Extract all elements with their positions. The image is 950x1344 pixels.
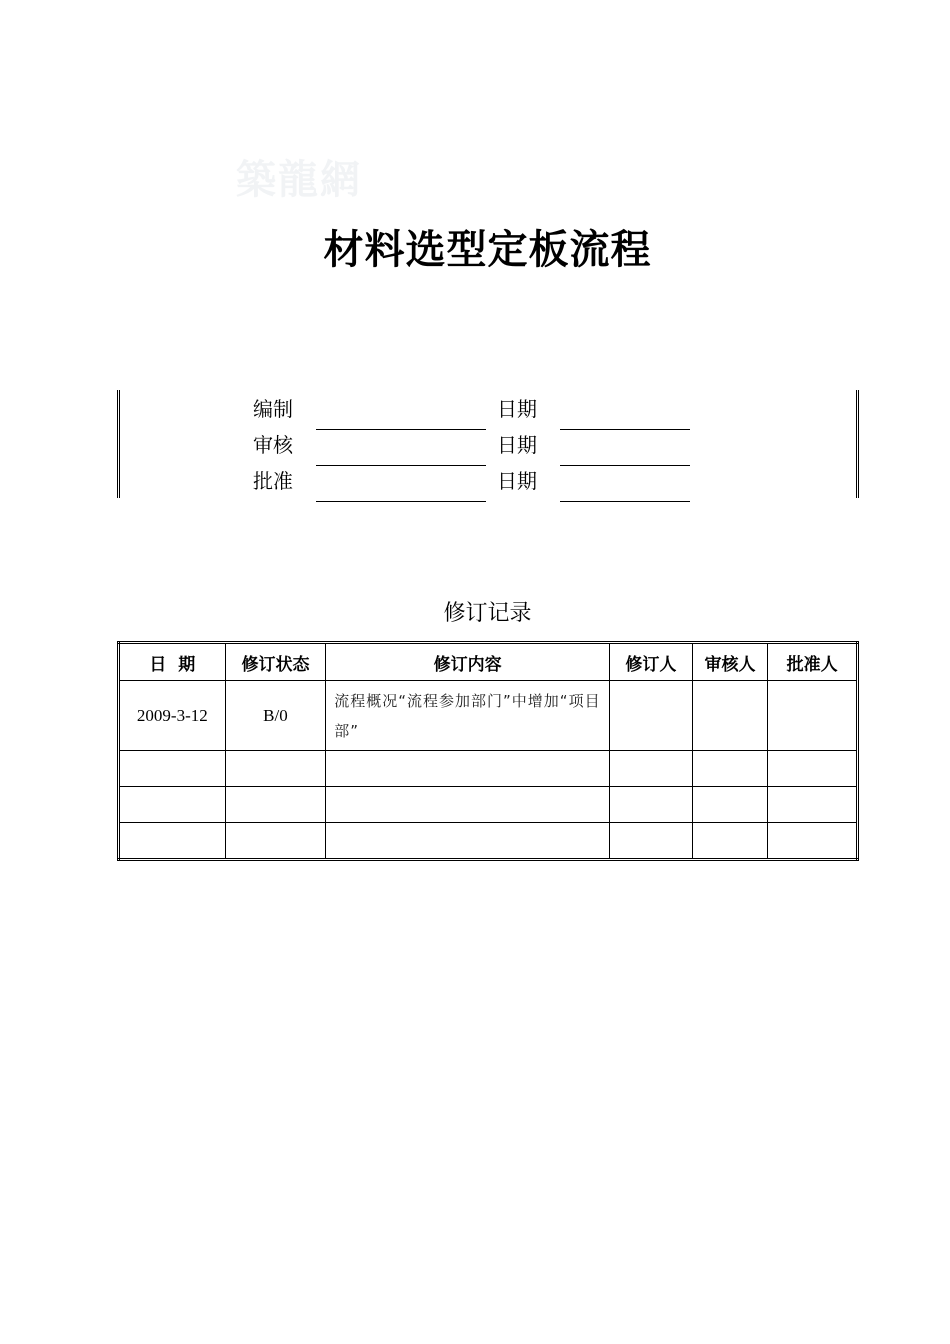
signoff-row-approved <box>120 466 856 496</box>
cell-status <box>225 787 326 823</box>
signoff-row-reviewed <box>120 430 856 460</box>
cell-reviewer <box>692 681 768 751</box>
revision-record-title: 修订记录 <box>443 601 532 626</box>
table-row <box>119 823 858 860</box>
signoff-label: 编制 <box>253 397 293 421</box>
table-row <box>119 751 858 787</box>
cell-date: 2009-3-12 <box>119 681 226 751</box>
signoff-box <box>117 390 859 498</box>
header-status: 修订状态 <box>225 643 326 681</box>
cell-reviewer <box>692 787 768 823</box>
header-reviewer: 审核人 <box>692 643 768 681</box>
cell-reviser <box>610 787 693 823</box>
revision-table-header <box>119 643 858 681</box>
signoff-row-prepared <box>120 394 856 424</box>
cell-reviser <box>610 751 693 787</box>
signoff-label: 批准 <box>253 469 293 493</box>
header-content: 修订内容 <box>326 643 610 681</box>
cell-reviewer <box>692 823 768 860</box>
revision-table <box>117 641 859 861</box>
table-row <box>119 681 858 751</box>
watermark: 築龍網 <box>236 156 362 203</box>
cell-date <box>119 823 226 860</box>
cell-reviewer <box>692 751 768 787</box>
cell-date <box>119 787 226 823</box>
table-row <box>119 787 858 823</box>
cell-content <box>326 787 610 823</box>
cell-content: 流程概况“流程参加部门”中增加“项目部” <box>326 681 610 751</box>
cell-content <box>326 823 610 860</box>
date-label: 日期 <box>497 397 537 421</box>
cell-status: B/0 <box>225 681 326 751</box>
cell-approver <box>768 823 858 860</box>
header-reviser: 修订人 <box>610 643 693 681</box>
cell-approver <box>768 681 858 751</box>
cell-approver <box>768 751 858 787</box>
cell-status <box>225 751 326 787</box>
date-line <box>560 501 690 502</box>
header-approver: 批准人 <box>768 643 858 681</box>
date-label: 日期 <box>497 433 537 457</box>
cell-reviser <box>610 823 693 860</box>
cell-content <box>326 751 610 787</box>
date-label: 日期 <box>497 469 537 493</box>
signoff-label: 审核 <box>253 433 293 457</box>
header-date: 日 期 <box>119 643 226 681</box>
cell-status <box>225 823 326 860</box>
signature-line <box>316 501 486 502</box>
cell-approver <box>768 787 858 823</box>
cell-date <box>119 751 226 787</box>
document-title: 材料选型定板流程 <box>323 227 652 273</box>
cell-reviser <box>610 681 693 751</box>
